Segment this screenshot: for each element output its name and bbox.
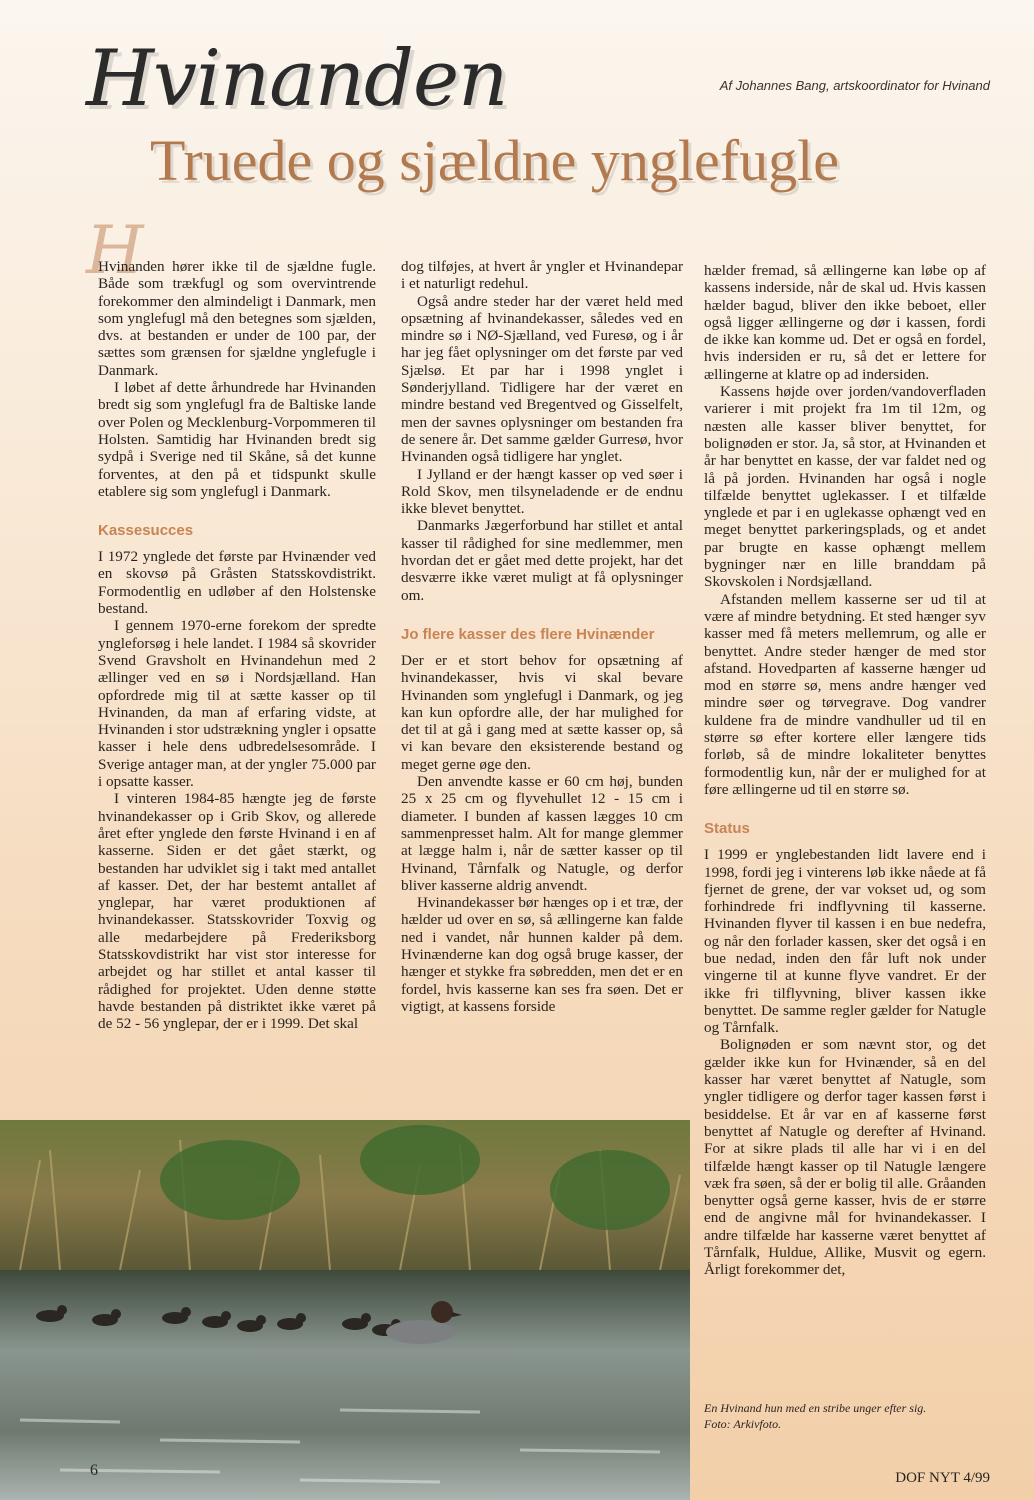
dropcap-ornament: H [86,212,144,289]
paragraph: I 1999 er ynglebestanden lidt lavere end i 1998, fordi jeg i vinterens løb ikke nåede at få fjernet de grene, der var vokset ud, og som forhindrede fri indflyvning til kasserne. Hvinanden flyver til kassen i en bue nedefra, og når den forlader kassen, sker det også i en bue nedad, inden den får luft nok under vingerne til at kunne flyve vandret. Er der ikke fri tilflyvning, bliver kassen ikke benyttet. De samme regler gælder for Natugle og Tårnfalk. [704,846,986,1037]
paragraph: Hvinanden hører ikke til de sjældne fugle. Både som trækfugl og som overvintrende forekommer den almindeligt i Danmark, men som ynglefugl må den betegnes som sjælden, dvs. at bestanden er under de 100 par, der sættes som grænsen for sjældne ynglefugle i Danmark. [98,258,376,379]
paragraph: Kassens højde over jorden/vandoverfladen varierer i mit projekt fra 1m til 12m, og næsten alle kasser bliver benyttet, for bolignøden er stor. Ja, så stor, at Hvinanden et år har benyttet en kasse, der var faldet ned og lå på jorden. Hvinanden har også i nogle tilfælde benyttet uglekasser. I et tilfælde ynglede et par i en uglekasse ophængt ved en meget benyttet parkeringsplads, og et andet par brugte en kasse ophængt mellem bygninger nær en lille branddam på Skovskolen i Nordsjælland. [704,383,986,591]
paragraph: hælder fremad, så ællingerne kan løbe op af kassens inderside, når de skal ud. Hvis kassen hælder bagud, bliver den ikke beboet, eller også ligger ællingerne og dør i kassen, fordi de ikke kan komme ud. Det er også en fordel, hvis indersiden er ru, så det er lettere for ællingerne at klatre op ad indersiden. [704,262,986,383]
paragraph: Danmarks Jægerforbund har stillet et antal kasser til rådighed for sine medlemmer, men hvordan det er gået med dette projekt, har det desværre ikke været muligt at få oplysninger om. [401,517,683,604]
paragraph: Den anvendte kasse er 60 cm høj, bunden 25 x 25 cm og flyvehullet 12 - 15 cm i diameter. I bunden af kassen lægges 10 cm sammenpresset halm. Alt for mange glemmer at lægge halm i, når de sætter kasser op til Hvinand, Tårnfalk og Natugle, og derfor bliver kasserne aldrig anvendt. [401,773,683,894]
section-heading: Status [704,820,750,838]
paragraph: Afstanden mellem kasserne ser ud til at være af mindre betydning. Et sted hænger syv kasser med få meters mellemrum, og alle er benyttet. Andre steder hænger de med stor afstand. Hovedparten af kasserne hænger ud mod en større sø, mens andre hænger ved mindre søer og tørvegrave. Dog vandrer kuldene fra de mindre vandhuller ud til en større sø efter kortere eller længere tids forløb, så de mindre lokaliteter benyttes formodentlig kun, når der er mulighed for at føre ællingerne ud til en større sø. [704,590,986,798]
paragraph: I vinteren 1984-85 hængte jeg de første hvinandekasser op i Grib Skov, og allerede året efter ynglede den første Hvinand i en af kasserne. Siden er det gået stærkt, og bestanden har udviklet sig i takt med antallet af kasser. Det, der har bestemt antallet af ynglepar, har været produktionen af hvinandekasser. Statsskovrider Toxvig og alle medarbejdere på Frederiksborg Statsskovdistrikt har vist stor interesse for arbejdet og har stillet et antal kasser til rådighed for projektet. Uden denne støtte havde bestanden på distriktet ikke været på de 52 - 56 ynglepar, der er i 1999. Det skal [98,790,376,1033]
lake-scene-illustration [0,1120,690,1500]
paragraph: I gennem 1970-erne forekom der spredte yngleforsøg i hele landet. I 1984 så skovrider Svend Gravsholt en Hvinandehun med 2 ællinger ved en sø i Nordsjælland. Han opfordrede mig til at sætte kasser op til Hvinanden, da man af erfaring vidste, at Hvinanden i stor udstrækning yngler i opsatte kasser i hele dens udbredelsesområde. I Sverige antager man, at der yngler 75.000 par i opsatte kasser. [98,617,376,791]
text-column-3 [704,262,986,1279]
caption-credit: Foto: Arkivfoto. [704,1417,782,1431]
section-heading: Jo flere kasser des flere Hvinænder [401,625,655,643]
page-number: 6 [90,1462,98,1479]
issue-label: DOF NYT 4/99 [895,1470,990,1486]
text-column-1 [98,258,376,1032]
paragraph: Bolignøden er som nævnt stor, og det gælder ikke kun for Hvinænder, så en del kasser har været benyttet af Natugle, som yngler tidligere og derfor tager kassen først i besiddelse. Et år var en af kasserne først benyttet af Natugle og derefter af Hvinand. For at sikre plads til alle har vi i en del tilfælde hængt kasser op til Natugle længere væk fra søen, så der er bolig til alle. Gråanden benytter også gerne kasser, hvis de er større end de angivne mål for hvinandekasser. I andre tilfælde har kasserne været benyttet af Tårnfalk, Huldue, Allike, Musvit og egern. Årligt forekommer det, [704,1036,986,1279]
photo-caption [704,1400,994,1432]
article-subtitle: Truede og sjældne ynglefugle [150,128,839,193]
paragraph: Også andre steder har der været held med opsætning af hvinandekasser, således ved en mindre sø i NØ-Sjælland, ved Furesø, og i år har jeg fået oplysninger om det første par ved Sjælsø. Et par har i 1998 ynglet i Sønderjylland. Tidligere har der været en mindre bestand ved Bregentved og Gisselfelt, men der savnes oplysninger om bestanden fra de senere år. Det samme gælder Gurresø, hvor Hvinanden også tidligere har ynglet. [401,292,683,466]
paragraph: dog tilføjes, at hvert år yngler et Hvinandepar i et naturligt redehul. [401,258,683,293]
text-column-2 [401,258,683,1015]
paragraph: I 1972 ynglede det første par Hvinænder ved en skovsø på Gråsten Statsskovdistrikt. Formodentlig en udløber af den Holstenske bestand. [98,548,376,618]
byline: Af Johannes Bang, artskoordinator for Hvinand [719,78,990,93]
paragraph: Der er et stort behov for opsætning af hvinandekasser, hvis vi skal bevare Hvinanden som ynglefugl i Danmark, og jeg kan kun opfordre alle, der har mulighed for det til at gå i gang med at sætte kasser op, så vi kan bevare den eksisterende bestand og meget gerne øge den. [401,651,683,773]
lake-water [0,1270,690,1500]
paragraph: I løbet af dette århundrede har Hvinanden bredt sig som ynglefugl fra de Baltiske lande over Polen og Mecklenburg-Vorpommeren til Holsten. Samtidig har Hvinanden bredt sig sydpå i Sverige ned til Skåne, så det kunne forventes, at den på et tidspunkt skulle etablere sig som ynglefugl i Danmark. [98,379,376,500]
duck-photo [0,1120,690,1500]
paragraph: I Jylland er der hængt kasser op ved søer i Rold Skov, men tilsyneladende er de endnu ikke blevet benyttet. [401,465,683,518]
section-heading: Kassesucces [98,522,194,540]
article-title: Hvinanden [86,34,508,124]
paragraph: Hvinandekasser bør hænges op i et træ, der hælder ud over en sø, så ællingerne kan falde ned i vandet, når hunnen kalder på dem. Hvinænderne kan dog også bruge kasser, der hænger et stykke fra søbredden, men det er en fordel, hvis kasserne kan ses fra søen. Det er vigtigt, at kassens forside [401,894,683,1015]
caption-text: En Hvinand hun med en stribe unger efter sig. [704,1401,927,1415]
